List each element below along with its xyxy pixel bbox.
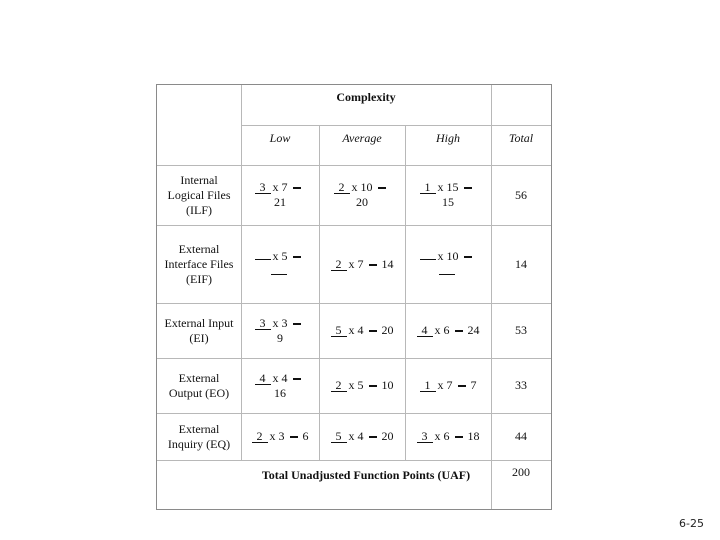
result bbox=[439, 274, 455, 275]
count: 4 bbox=[417, 324, 433, 337]
result: 16 bbox=[274, 385, 286, 400]
count: 3 bbox=[255, 317, 271, 330]
weight: x 15 bbox=[437, 180, 459, 194]
eif-average-cell bbox=[319, 225, 405, 303]
weight: x 6 bbox=[434, 429, 450, 443]
weight: x 3 bbox=[269, 429, 285, 443]
eif-low-cell bbox=[241, 225, 319, 303]
row-label-eo: External Output (EO) bbox=[168, 370, 230, 400]
result: 14 bbox=[381, 256, 394, 271]
weight: x 7 bbox=[437, 378, 453, 392]
row-label-ilf: Internal Logical Files (ILF) bbox=[167, 172, 231, 217]
equals-sign bbox=[290, 436, 298, 438]
count: 1 bbox=[420, 181, 436, 194]
count: 4 bbox=[255, 372, 271, 385]
equals-sign bbox=[458, 385, 466, 387]
equals-sign bbox=[369, 264, 377, 266]
ei-average-cell bbox=[319, 303, 405, 358]
ilf-low-cell bbox=[241, 165, 319, 225]
result: 21 bbox=[274, 195, 286, 209]
uaf-total: 200 bbox=[512, 464, 530, 479]
eq-high-cell bbox=[405, 413, 491, 460]
count: 2 bbox=[334, 181, 350, 194]
result: 18 bbox=[467, 429, 480, 443]
ei-high-cell bbox=[405, 303, 491, 358]
count: 2 bbox=[331, 258, 347, 271]
equals-sign bbox=[369, 330, 377, 332]
eo-low-cell bbox=[241, 358, 319, 413]
eo-total: 33 bbox=[515, 378, 527, 392]
page-number: 6-25 bbox=[679, 517, 704, 530]
equals-sign bbox=[369, 385, 377, 387]
eo-high-cell bbox=[405, 358, 491, 413]
result bbox=[271, 274, 287, 275]
weight: x 6 bbox=[434, 323, 450, 337]
result: 20 bbox=[381, 429, 394, 443]
result: 20 bbox=[381, 323, 394, 337]
col-header-low: Low bbox=[269, 130, 291, 145]
equals-sign bbox=[464, 187, 472, 189]
row-label-ei: External Input (EI) bbox=[164, 315, 234, 345]
result: 10 bbox=[381, 378, 394, 392]
equals-sign bbox=[293, 378, 301, 380]
count: 5 bbox=[331, 324, 347, 337]
weight: x 7 bbox=[348, 256, 364, 271]
count: 2 bbox=[331, 379, 347, 392]
weight: x 7 bbox=[272, 180, 288, 194]
equals-sign bbox=[378, 187, 386, 189]
weight: x 4 bbox=[348, 323, 364, 337]
col-header-average: Average bbox=[342, 130, 382, 145]
weight: x 10 bbox=[437, 249, 459, 263]
weight: x 10 bbox=[351, 180, 373, 194]
result: 15 bbox=[442, 195, 454, 209]
row-label-eq: External Inquiry (EQ) bbox=[167, 421, 231, 451]
eq-average-cell bbox=[319, 413, 405, 460]
ei-total: 53 bbox=[515, 323, 527, 337]
count bbox=[420, 259, 436, 260]
count: 2 bbox=[252, 430, 268, 443]
eo-average-cell bbox=[319, 358, 405, 413]
equals-sign bbox=[369, 436, 377, 438]
complexity-header-text: Complexity bbox=[336, 89, 396, 104]
weight: x 5 bbox=[348, 378, 364, 392]
ilf-average-cell bbox=[319, 165, 405, 225]
weight: x 5 bbox=[272, 249, 288, 263]
result: 9 bbox=[277, 330, 283, 345]
equals-sign bbox=[455, 436, 463, 438]
weight: x 3 bbox=[272, 315, 288, 330]
result: 7 bbox=[470, 378, 477, 392]
result: 20 bbox=[356, 195, 368, 209]
eq-total: 44 bbox=[515, 429, 527, 443]
count bbox=[255, 259, 271, 260]
weight: x 4 bbox=[348, 429, 364, 443]
eq-low-cell bbox=[241, 413, 319, 460]
eif-total: 14 bbox=[515, 256, 527, 271]
eif-high-cell bbox=[405, 225, 491, 303]
count: 3 bbox=[417, 430, 433, 443]
ilf-high-cell bbox=[405, 165, 491, 225]
weight: x 4 bbox=[272, 370, 288, 385]
uaf-label: Total Unadjusted Function Points (UAF) bbox=[261, 467, 471, 482]
equals-sign bbox=[293, 256, 301, 258]
equals-sign bbox=[464, 256, 472, 258]
col-header-high: High bbox=[436, 130, 460, 145]
count: 5 bbox=[331, 430, 347, 443]
equals-sign bbox=[293, 323, 301, 325]
ilf-total: 56 bbox=[515, 187, 527, 202]
count: 3 bbox=[255, 181, 271, 194]
equals-sign bbox=[293, 187, 301, 189]
complexity-header bbox=[241, 85, 491, 109]
equals-sign bbox=[455, 330, 463, 332]
count: 1 bbox=[420, 379, 436, 392]
function-point-table bbox=[156, 84, 552, 510]
ei-low-cell bbox=[241, 303, 319, 358]
row-label-eif: External Interface Files (EIF) bbox=[164, 241, 234, 286]
col-header-total: Total bbox=[508, 130, 534, 145]
result: 24 bbox=[467, 323, 480, 337]
result: 6 bbox=[302, 429, 309, 443]
